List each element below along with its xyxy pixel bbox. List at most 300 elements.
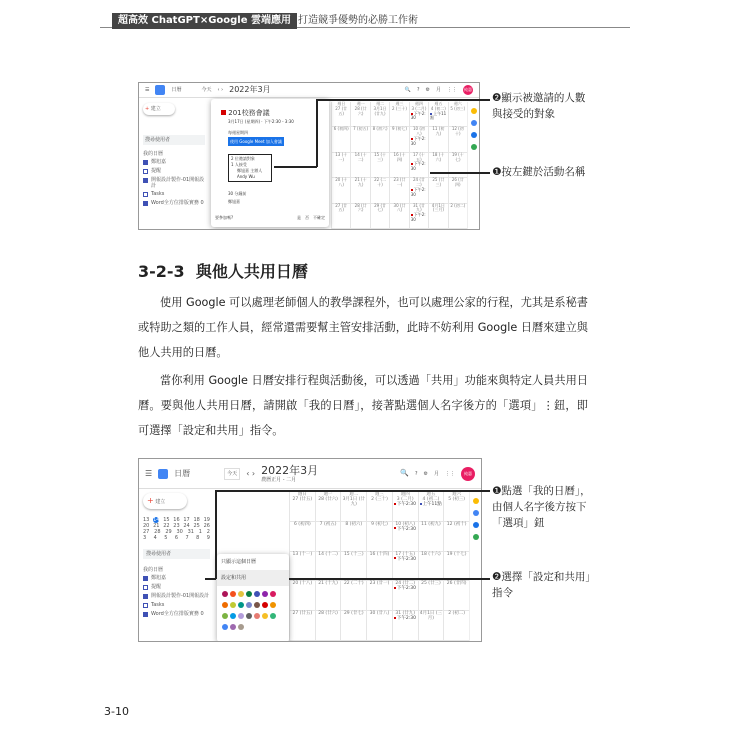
- figure2-callout-1: ❶點選「我的日曆」，由個人名字後方按下「選項」鈕: [492, 485, 591, 529]
- day-label: 30 (廿八): [369, 611, 390, 617]
- day-label: 13 (十一): [292, 551, 313, 557]
- color-swatch[interactable]: [230, 624, 236, 630]
- day-label: 29 (廿七): [374, 202, 387, 213]
- calendar-item[interactable]: [143, 602, 210, 609]
- color-swatch[interactable]: [246, 591, 252, 597]
- mini-cal-day: 5: [164, 535, 168, 541]
- day-cell: [340, 611, 366, 641]
- meet-button: 使用 Google Meet 加入會議: [230, 139, 282, 144]
- day-label: 12 (初十): [451, 126, 464, 137]
- mini-cal-day: 29: [165, 529, 172, 535]
- checkbox-icon: [143, 612, 148, 617]
- day-label: 4月1日 (三月): [419, 611, 443, 622]
- event-chip: 下午2:30: [394, 502, 417, 507]
- calendar-item[interactable]: [143, 593, 210, 600]
- weekday-label: 週四: [414, 101, 423, 106]
- day-label: 31 (廿九): [412, 202, 425, 213]
- weekday-label: 週二: [349, 492, 359, 497]
- calendar-list: [143, 575, 210, 618]
- month-grid: [289, 492, 469, 641]
- app-name: 日曆: [171, 87, 182, 93]
- day-label: 24 (廿二): [395, 581, 416, 587]
- weekday-label: 週日: [337, 101, 346, 106]
- day-cell: [389, 204, 408, 229]
- calendar-item[interactable]: [143, 168, 205, 175]
- day-label: 4 (初二): [422, 497, 440, 502]
- event-repeat: 每週星期四: [228, 130, 248, 135]
- mini-cal-day: 16: [173, 517, 180, 523]
- callout2-leader-v: [316, 99, 318, 167]
- checkbox-icon: [143, 169, 148, 174]
- day-label: 15 (十三): [374, 151, 387, 162]
- event-details-popup: [211, 99, 329, 227]
- day-label: 10 (初八): [412, 126, 425, 137]
- callout1-leader-h: [215, 490, 490, 492]
- sidebar: [139, 99, 209, 229]
- day-cell: [315, 552, 341, 582]
- day-cell: [448, 127, 467, 152]
- mini-cal-day: 3: [143, 535, 147, 541]
- day-label: 18 (十六): [432, 151, 445, 162]
- day-cell: [331, 127, 350, 152]
- my-calendars-heading: 我的日曆: [143, 567, 164, 573]
- day-cell: [366, 492, 392, 522]
- calendar-list: [143, 159, 205, 207]
- color-swatch[interactable]: [230, 602, 236, 608]
- mini-cal-day: 26: [203, 523, 210, 529]
- figure2-callout-2: ❷選擇「設定和共用」指令: [492, 571, 591, 599]
- day-cell: [289, 522, 315, 552]
- calendar-item[interactable]: [143, 611, 210, 618]
- day-cell: [443, 611, 469, 641]
- day-cell: [409, 102, 428, 127]
- calendar-item-label: Tasks: [151, 602, 165, 608]
- avatar: 純惠: [463, 85, 473, 95]
- help-icon: ?: [416, 87, 420, 93]
- day-cell: [370, 127, 389, 152]
- day-label: 6 (初四): [333, 126, 349, 132]
- side-rail: [469, 492, 481, 641]
- day-cell: [389, 102, 408, 127]
- day-label: 28 (廿六): [318, 611, 338, 617]
- callout2-leader: [289, 578, 490, 580]
- event-chip: 下午2:30: [394, 527, 417, 532]
- day-cell: [392, 611, 418, 641]
- day-cell: [331, 178, 350, 203]
- day-cell: [392, 522, 418, 552]
- day-cell: [392, 581, 418, 611]
- day-label: 22 (二十): [374, 177, 387, 187]
- avatar: 純惠: [461, 467, 475, 481]
- event-chip: 下午2:30: [394, 557, 417, 562]
- day-cell: [448, 178, 467, 203]
- mini-cal-day: 6: [174, 535, 179, 541]
- calendar-item-label: 開報設計製作-01開報設計: [151, 593, 210, 599]
- day-cell: [428, 127, 447, 152]
- calendar-item[interactable]: [143, 584, 210, 591]
- mini-cal-day: 20: [143, 523, 150, 529]
- checkbox-icon: [143, 594, 148, 599]
- day-label: 24 (廿二): [412, 177, 425, 187]
- menu-item-settings-sharing[interactable]: 設定和共用: [217, 570, 289, 586]
- event-chip: 下午2:30: [394, 586, 417, 591]
- color-swatch[interactable]: [222, 602, 228, 608]
- day-label: 30 (廿八): [393, 202, 406, 213]
- day-cell: [370, 178, 389, 203]
- day-cell: [448, 102, 467, 127]
- mini-cal-day: 13: [143, 517, 150, 523]
- day-label: 4月1日 (三月): [431, 202, 445, 213]
- menu-item-display-only[interactable]: 只顯示這個日曆: [221, 559, 257, 565]
- day-cell: [409, 153, 428, 178]
- guest-2: Andy Wu: [237, 174, 255, 179]
- figure1-callout-2: ❷顯示被邀請的人數與接受的對象: [492, 92, 586, 120]
- day-label: 16 (十四): [393, 151, 406, 162]
- apps-icon: ⋮⋮: [447, 87, 457, 93]
- day-label: 5 (初三): [448, 497, 466, 502]
- weekday-label: 週三: [374, 492, 384, 497]
- weekday-label: 週三: [395, 101, 404, 106]
- day-cell: [370, 102, 389, 127]
- event-title: 201校務會議: [228, 109, 270, 117]
- mini-cal-day: 2: [206, 529, 210, 535]
- mini-cal-day: 21: [153, 523, 160, 529]
- color-swatch[interactable]: [270, 613, 276, 619]
- day-label: 23 (廿一): [369, 581, 390, 587]
- color-swatch[interactable]: [262, 591, 268, 597]
- day-cell: [428, 102, 447, 127]
- day-cell: [315, 492, 341, 522]
- day-cell: [289, 552, 315, 582]
- day-label: 3 (二月): [396, 497, 414, 502]
- day-label: 3 (二月): [411, 105, 427, 111]
- day-cell: [350, 204, 369, 229]
- mini-cal-day: 24: [183, 523, 190, 529]
- calendar-item-label: Word全方位排版實務 0: [151, 611, 204, 617]
- day-label: 14 (十二): [318, 551, 338, 557]
- event-chip: 上午11點: [430, 110, 447, 121]
- day-label: 2 (三十): [392, 105, 407, 111]
- calendar-item-label: Word全方位排版實務 0: [151, 200, 204, 206]
- calendar-topbar: [139, 83, 479, 98]
- day-cell: [428, 153, 447, 178]
- day-label: 10 (初八): [395, 521, 416, 527]
- day-label: 3月1日 (廿九): [342, 497, 365, 507]
- weekday-label: 週四: [400, 492, 410, 497]
- day-cell: [448, 204, 467, 229]
- day-label: 22 (二十): [343, 581, 364, 587]
- day-label: 27 (廿五): [292, 611, 313, 617]
- event-chip: 上午11點: [420, 502, 443, 507]
- day-label: 2 (初二): [450, 202, 466, 208]
- calendar-topbar: [139, 459, 481, 489]
- color-palette: [217, 586, 283, 638]
- calendar-item-label: 提醒: [151, 168, 162, 174]
- calendar-item[interactable]: [143, 159, 205, 166]
- search-people: 搜尋使用者: [143, 549, 210, 559]
- weekday-label: 週日: [297, 492, 307, 497]
- weekday-label: 週五: [426, 492, 436, 497]
- day-cell: [366, 552, 392, 582]
- day-cell: [350, 178, 369, 203]
- checkbox-icon: [143, 178, 148, 183]
- calendar-item[interactable]: [143, 200, 205, 207]
- view-select: 月: [435, 87, 441, 93]
- day-cell: [418, 581, 444, 611]
- today-button: 今天: [224, 468, 240, 480]
- guests-accepted: 1 人接受: [231, 162, 247, 167]
- day-cell: [443, 522, 469, 552]
- mini-calendar: [143, 517, 210, 541]
- color-swatch[interactable]: [222, 591, 228, 597]
- calendar-logo-icon: [155, 85, 165, 95]
- day-label: 19 (十七): [446, 551, 467, 557]
- event-chip: 下午2:30: [410, 161, 426, 172]
- color-swatch[interactable]: [238, 613, 244, 619]
- color-swatch[interactable]: [262, 602, 268, 608]
- calendar-item-label: 鄭旭嘉: [151, 159, 167, 165]
- day-cell: [448, 153, 467, 178]
- color-swatch[interactable]: [238, 624, 244, 630]
- figure2-calendar-screenshot: [138, 458, 482, 642]
- mini-cal-day: 1: [198, 529, 202, 535]
- day-cell: [350, 127, 369, 152]
- apps-icon: ⋮⋮: [445, 470, 455, 477]
- color-swatch[interactable]: [222, 613, 228, 619]
- day-cell: [389, 153, 408, 178]
- calendar-item-label: Tasks: [151, 191, 165, 197]
- day-cell: [289, 611, 315, 641]
- day-cell: [350, 153, 369, 178]
- color-swatch[interactable]: [230, 591, 236, 597]
- month-grid: [331, 102, 467, 229]
- day-label: 20 (十八): [292, 581, 313, 587]
- day-label: 7 (初五): [319, 521, 337, 527]
- mini-cal-day: 18: [193, 517, 200, 523]
- day-cell: [366, 611, 392, 641]
- lunar-range: 農曆正月 - 二月: [261, 477, 297, 483]
- search-icon: 🔍: [404, 87, 411, 93]
- day-label: 25 (廿三): [421, 581, 441, 587]
- event-chip: 下午2:30: [410, 186, 426, 197]
- color-swatch[interactable]: [270, 602, 276, 608]
- callout1-leader: [430, 172, 490, 174]
- day-cell: [315, 611, 341, 641]
- day-label: 13 (十一): [335, 151, 348, 162]
- day-cell: [370, 153, 389, 178]
- guests-count: 2 位邀請對象: [231, 156, 255, 161]
- weekday-label: 週二: [376, 101, 385, 106]
- day-cell: [331, 153, 350, 178]
- color-swatch[interactable]: [238, 591, 244, 597]
- day-cell: [443, 581, 469, 611]
- day-cell: [418, 552, 444, 582]
- today-button: 今天: [201, 87, 212, 93]
- mini-cal-row: [143, 535, 210, 541]
- day-cell: [340, 522, 366, 552]
- day-cell: [409, 127, 428, 152]
- search-people: 搜尋使用者: [143, 135, 205, 145]
- figure1-callout-1: ❶按左鍵於活動名稱: [492, 166, 586, 178]
- calendar-item[interactable]: [143, 575, 210, 582]
- day-label: 27 (廿五): [335, 202, 348, 213]
- day-cell: [350, 102, 369, 127]
- day-label: 17 (十五): [412, 151, 425, 162]
- calendar-item-label: 鄭旭嘉: [151, 575, 167, 581]
- color-swatch[interactable]: [230, 613, 236, 619]
- side-rail: [467, 102, 479, 229]
- callout2-leader-end: [274, 166, 317, 168]
- weekday-label: 週六: [453, 101, 462, 106]
- weekday-label: 週六: [452, 492, 462, 497]
- callout2-leader-h: [316, 99, 490, 101]
- day-label: 8 (初六): [372, 126, 388, 132]
- day-label: 16 (十四): [369, 551, 390, 557]
- day-label: 4 (初二): [430, 105, 446, 111]
- day-cell: [340, 492, 366, 522]
- paragraph-1: 使用 Google 可以處理老師個人的教學課程外，也可以處理公家的行程，尤其是系秘書或特助之類的工作人員，經常還需要幫主管安排活動，此時不妨利用 Google 日曆來建立與他人共用的日曆。: [138, 296, 588, 359]
- app-name: 日曆: [174, 468, 191, 478]
- day-cell: [443, 552, 469, 582]
- menu-icon: ☰: [145, 87, 150, 93]
- color-swatch[interactable]: [246, 613, 252, 619]
- calendar-item-label: 開報設計製作-01開報設計: [151, 177, 205, 189]
- day-cell: [366, 581, 392, 611]
- mini-cal-day: 27: [143, 529, 150, 535]
- guest-1: 鄭旭嘉 主辦人: [237, 168, 263, 173]
- mini-cal-day: 31: [187, 529, 194, 535]
- day-label: 28 (廿六): [354, 105, 367, 116]
- section-heading: 3-2-3 與他人共用日曆: [138, 262, 308, 281]
- menu-icon: ☰: [145, 468, 153, 478]
- day-label: 29 (廿七): [343, 611, 364, 617]
- color-swatch[interactable]: [254, 591, 260, 597]
- day-cell: [428, 178, 447, 203]
- day-label: 5 (初三): [450, 105, 466, 111]
- day-label: 20 (十八): [335, 177, 348, 187]
- color-swatch[interactable]: [246, 602, 252, 608]
- weekday-label: 週一: [323, 492, 333, 497]
- my-calendars-heading: 我的日曆: [143, 151, 164, 157]
- checkbox-icon: [143, 160, 148, 165]
- mini-cal-day: 28: [154, 529, 161, 535]
- checkbox-icon: [143, 585, 148, 590]
- day-cell: [392, 552, 418, 582]
- view-select: 月: [433, 470, 439, 477]
- day-label: 18 (十六): [421, 551, 441, 557]
- calendar-logo-icon: [158, 469, 168, 479]
- day-label: 19 (十七): [451, 151, 464, 162]
- color-swatch[interactable]: [262, 613, 268, 619]
- reminder: 30 分鐘前: [228, 191, 247, 196]
- chapter-subtitle: 打造競爭優勢的必勝工作術: [298, 15, 418, 26]
- day-label: 28 (廿六): [354, 202, 367, 213]
- day-cell: [392, 492, 418, 522]
- sidebar: [139, 489, 214, 641]
- day-cell: [370, 204, 389, 229]
- event-chip: 下午2:30: [410, 135, 426, 146]
- day-cell: [366, 522, 392, 552]
- calendar-item[interactable]: [143, 191, 205, 198]
- mini-cal-day: 14: [153, 517, 160, 523]
- mini-cal-day: 15: [163, 517, 170, 523]
- book-title: 超高效 ChatGPT×Google 雲端應用: [112, 13, 297, 29]
- event-time: 3月17日 (星期四) · 下午2:30 - 3:30: [228, 119, 294, 124]
- day-label: 25 (廿三): [432, 177, 445, 187]
- checkbox-icon: [143, 603, 148, 608]
- day-cell: [340, 581, 366, 611]
- color-swatch[interactable]: [238, 602, 244, 608]
- day-label: 3月1日 (廿九): [373, 105, 387, 116]
- day-cell: [428, 204, 447, 229]
- day-label: 11 (初九): [432, 126, 445, 137]
- day-cell: [331, 102, 350, 127]
- checkbox-icon: [143, 576, 148, 581]
- day-label: 12 (初十): [446, 521, 467, 527]
- calendar-options-menu: [217, 554, 289, 642]
- event-chip: 下午2:30: [410, 110, 426, 121]
- day-label: 2 (三十): [371, 497, 388, 502]
- day-label: 27 (廿五): [292, 497, 313, 502]
- month-title: 2022年3月: [261, 464, 319, 477]
- owner: 鄭旭嘉: [228, 199, 240, 204]
- color-swatch[interactable]: [254, 602, 260, 608]
- checkbox-icon: [143, 201, 148, 206]
- calendar-item[interactable]: [143, 177, 205, 189]
- day-cell: [289, 581, 315, 611]
- color-swatch[interactable]: [222, 624, 228, 630]
- day-label: 2 (初二): [448, 611, 466, 617]
- paragraph-2: 當你利用 Google 日曆安排行程與活動後，可以透過「共用」功能來與特定人員共用日曆。要與他人共用日曆，請開啟「我的日曆」，接著點選個人名字後方的「選項」⋮鈕，即可選擇「設定和共用」指令。: [138, 374, 588, 437]
- color-swatch[interactable]: [270, 591, 276, 597]
- day-cell: [418, 492, 444, 522]
- day-label: 8 (初六): [345, 521, 363, 527]
- day-cell: [289, 492, 315, 522]
- day-cell: [331, 204, 350, 229]
- calendar-item-label: 提醒: [151, 584, 162, 590]
- day-label: 11 (初九): [421, 521, 441, 527]
- day-label: 26 (廿四): [446, 581, 467, 587]
- figure1-calendar-screenshot: [138, 82, 480, 230]
- day-label: 31 (廿九): [395, 611, 416, 617]
- mini-cal-day: 7: [185, 535, 189, 541]
- day-label: 9 (初七): [371, 521, 388, 527]
- mini-cal-day: 8: [196, 535, 200, 541]
- event-chip: 下午2:30: [394, 616, 417, 621]
- day-label: 28 (廿六): [318, 497, 338, 502]
- day-label: 15 (十三): [343, 551, 364, 557]
- day-cell: [409, 204, 428, 229]
- day-label: 21 (十九): [354, 177, 367, 187]
- day-cell: [389, 178, 408, 203]
- nav-arrows-icon: ‹ ›: [246, 468, 256, 478]
- weekday-label: 週一: [356, 101, 365, 106]
- day-label: 14 (十二): [354, 151, 367, 162]
- mini-cal-day: 25: [193, 523, 200, 529]
- day-label: 9 (初七): [392, 126, 407, 132]
- day-cell: [315, 522, 341, 552]
- weekday-label: 週五: [434, 101, 443, 106]
- day-cell: [409, 178, 428, 203]
- gear-icon: ⚙: [425, 87, 430, 93]
- day-label: 7 (初五): [353, 126, 369, 132]
- page-number: 3-10: [104, 705, 129, 718]
- rsvp-bar: 要參加嗎? 是 否 不確定: [215, 215, 325, 220]
- callout1-leader-end: [205, 578, 216, 580]
- color-swatch[interactable]: [254, 613, 260, 619]
- search-icon: 🔍: [400, 469, 409, 477]
- mini-cal-day: 30: [176, 529, 183, 535]
